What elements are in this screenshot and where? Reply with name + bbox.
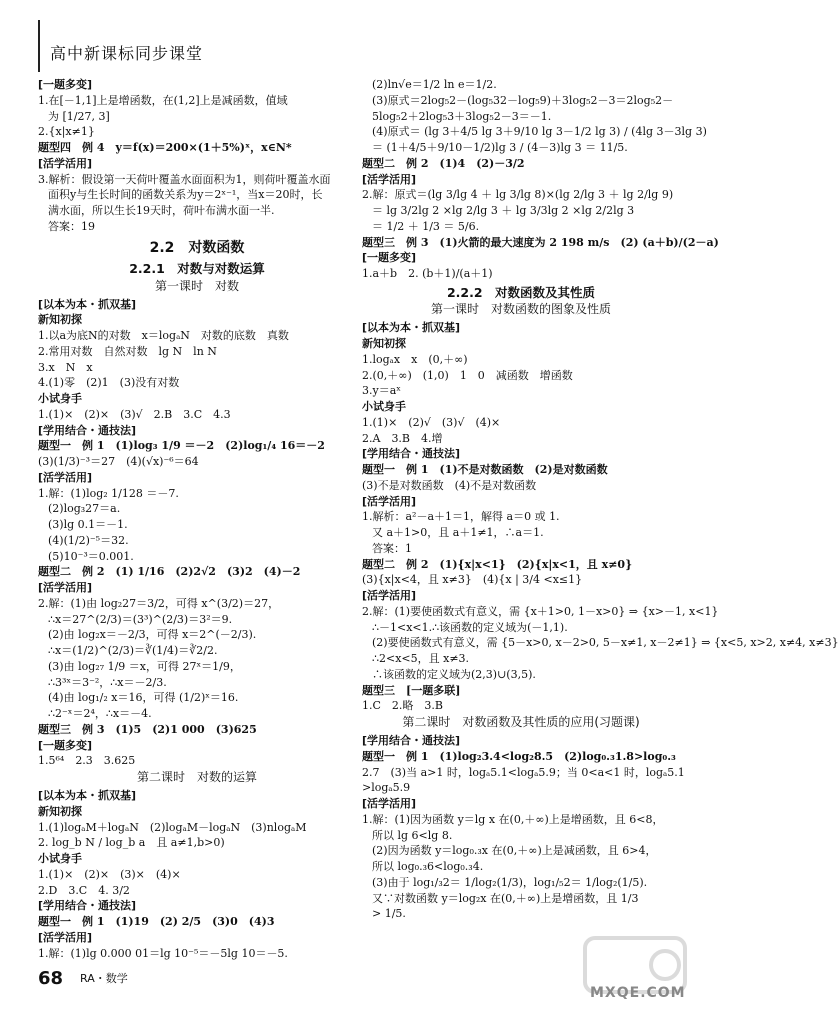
right-column-line: 新知初探 [362, 337, 406, 351]
left-column-line: ∴x＝(1/2)^(2/3)＝∛(1/4)＝∛2/2. [48, 644, 218, 658]
right-column-line: 题型一 例 1 (1)不是对数函数 (2)是对数函数 [362, 463, 608, 477]
right-column-line: 1.解析：a²－a＋1＝1，解得 a＝0 或 1. [362, 510, 560, 524]
right-column-line: ＝ lg 3/2lg 2 ×lg 2/lg 3 ＋ lg 3/3lg 2 ×lg 2/2lg 3 [372, 204, 635, 217]
right-column-line: (3)由于 log₁/₃2＝ 1/log₂(1/3)，log₁/₅2＝ 1/log₂(1/5). [372, 875, 648, 889]
left-column-line: (5)10⁻³＝0.001. [48, 549, 134, 563]
right-column-line: 1.解：(1)因为函数 y＝lg x 在(0,＋∞)上是增函数，且 6<8， [362, 812, 664, 826]
right-column-line: [学用结合・通技法] [362, 734, 461, 748]
left-column-line: 3.解析：假设第一天荷叶覆盖水面面积为1，则荷叶覆盖水面 [38, 172, 331, 186]
left-column-line: (2)由 log₂x＝－2/3，可得 x＝2^(－2/3). [48, 628, 257, 642]
left-column-line: [活学活用] [38, 581, 93, 595]
left-column-line: 题型四 例 4 y＝f(x)＝200×(1＋5%)ˣ，x∈N* [38, 141, 292, 154]
page-header-title: 高中新课标同步课堂 [50, 44, 204, 63]
right-column-line: 2.2.2 对数函数及其性质 [446, 284, 596, 300]
left-column-line: 第二课时 对数的运算 [136, 770, 257, 785]
left-column-line: 小试身手 [38, 852, 82, 866]
right-column-line: [活学活用] [362, 797, 417, 811]
right-column-line: 所以 log₀.₃6<log₀.₃4. [372, 860, 484, 874]
left-column-line: 1.(1)× (2)× (3)× (4)× [38, 867, 181, 881]
right-column-line: 第一课时 对数函数的图象及性质 [430, 302, 611, 317]
left-column-line: [以本为本・抓双基] [38, 297, 137, 311]
left-column-line: 面积y与生长时间的函数关系为y＝2ˣ⁻¹，当x＝20时，长 [48, 188, 323, 202]
left-column-line: (3)lg 0.1＝－1. [48, 518, 128, 532]
right-column-line: 2.解：原式＝(lg 3/lg 4 ＋ lg 3/lg 8)×(lg 2/lg 3 ＋ lg 2/lg 9) [362, 188, 674, 202]
left-column-line: [活学活用] [38, 156, 93, 170]
right-column-line: 3.y＝aˣ [362, 384, 401, 398]
left-column-line: [一题多变] [38, 78, 93, 91]
right-column-line: 又 a＋1>0，且 a＋1≠1，∴a＝1. [372, 526, 544, 540]
right-column-line: [以本为本・抓双基] [362, 321, 461, 335]
right-column-line: ∴2<x<5，且 x≠3. [372, 652, 470, 666]
header-rule [38, 20, 40, 72]
left-column-line: 1.解：(1)lg 0.000 01＝lg 10⁻⁵＝－5lg 10＝－5. [38, 946, 288, 960]
left-column-line: [学用结合・通技法] [38, 899, 137, 913]
right-column-line: [一题多变] [362, 251, 417, 265]
left-column-line: [以本为本・抓双基] [38, 789, 137, 803]
right-column-line: 所以 lg 6<lg 8. [372, 828, 453, 842]
left-column-line: 2. log_b N / log_b a 且 a≠1,b>0) [38, 836, 225, 850]
left-column-line: 1.(1)× (2)× (3)√ 2.B 3.C 4.3 [38, 407, 231, 421]
left-column-line: 题型一 例 1 (1)log₃ 1/9 ＝－2 (2)log₁/₄ 16＝－2 [38, 439, 325, 453]
left-column-line: 题型一 例 1 (1)19 (2) 2/5 (3)0 (4)3 [38, 915, 275, 929]
right-column-line: (2)要使函数式有意义，需 {5－x>0, x－2>0, 5－x≠1, x－2≠1} ⇒ {x<5, x>2, x≠4, x≠3} [372, 636, 839, 650]
right-column-line: 5log₅2＋2log₅3＋3log₅2－3＝－1. [372, 109, 552, 123]
left-column-line: 为 [1/27, 3] [48, 109, 110, 123]
left-column-line: [活学活用] [38, 470, 93, 484]
left-column-line: 4.(1)零 (2)1 (3)没有对数 [38, 376, 180, 390]
left-column-line: 2.解：(1)由 log₂27＝3/2，可得 x^(3/2)＝27， [38, 596, 280, 610]
right-column-line: [学用结合・通技法] [362, 447, 461, 461]
right-column-line: 题型二 例 2 (1)4 (2)－3/2 [362, 156, 525, 170]
left-column-line: 1.以a为底N的对数 x＝logₐN 对数的底数 真数 [38, 329, 289, 343]
right-column-line: ＝ 1/2 ＋ 1/3 ＝ 5/6. [372, 219, 480, 233]
left-column-line: ∴x＝27^(2/3)＝(3³)^(2/3)＝3²＝9. [48, 612, 233, 626]
left-column-line: 1.在[－1,1]上是增函数，在(1,2]上是减函数，值域 [38, 93, 288, 107]
left-column [38, 78, 356, 968]
left-column-line: ∴3³ˣ＝3⁻²，∴x＝－2/3. [48, 675, 167, 689]
right-column-line: 2.解：(1)要使函数式有意义，需 {x＋1>0, 1－x>0} ⇒ {x>－1, x<1} [362, 604, 719, 618]
right-column-line: ∴该函数的定义域为(2,3)∪(3,5). [372, 667, 536, 681]
right-column-line: (2)ln√e＝1/2 ln e＝1/2. [372, 78, 497, 91]
right-column-line: 2.A 3.B 4.增 [362, 431, 443, 445]
right-column-line: > 1/5. [372, 907, 406, 921]
left-column-line: 第一课时 对数 [154, 278, 239, 293]
left-column-line: (3)(1/3)⁻³＝27 (4)(√x)⁻⁶＝64 [38, 455, 199, 469]
left-column-line: 题型三 例 3 (1)5 (2)1 000 (3)625 [38, 722, 257, 736]
watermark-text: MXQE.COM [590, 985, 686, 1001]
right-column-line: 小试身手 [362, 400, 406, 414]
right-column-line: [活学活用] [362, 494, 417, 508]
page-number: 68 [38, 968, 64, 989]
left-column-line: 1.(1)logₐM＋logₐN (2)logₐM－logₐN (3)nlogₐM [38, 820, 307, 834]
right-column-line: (2)因为函数 y＝log₀.₃x 在(0,＋∞)上是减函数，且 6>4， [372, 844, 657, 858]
left-column-line: 1.解：(1)log₂ 1/128 ＝－7. [38, 486, 179, 500]
left-column-line: 1.5⁶⁴ 2.3 3.625 [38, 754, 136, 768]
right-column-line: 题型一 例 1 (1)log₂3.4<log₂8.5 (2)log₀.₃1.8>log₀.₃ [362, 749, 676, 763]
right-column-line: ∴－1<x<1.∴该函数的定义域为(－1,1). [372, 620, 568, 634]
right-column-line: 题型二 例 2 (1){x|x<1} (2){x|x<1，且 x≠0} [362, 557, 633, 571]
left-column-line: 2.2.1 对数与对数运算 [129, 261, 265, 276]
left-column-line: 小试身手 [38, 392, 82, 406]
left-column-line: 新知初探 [38, 804, 82, 818]
right-column-line: 2.(0,＋∞) (1,0) 1 0 减函数 增函数 [362, 368, 573, 382]
right-column-line: (4)原式＝ (lg 3＋4/5 lg 3＋9/10 lg 3－1/2 lg 3) / (4lg 3－3lg 3) [372, 125, 707, 139]
right-column-line: (3)原式＝2log₅2－(log₅32－log₅9)＋3log₅2－3＝2log₅2－ [372, 93, 674, 107]
right-column [362, 78, 839, 968]
left-column-line: (4)(1/2)⁻⁵＝32. [48, 533, 129, 547]
left-column-line: 答案：19 [48, 219, 95, 233]
right-column-line: (3)不是对数函数 (4)不是对数函数 [362, 478, 537, 492]
right-column-line: ＝ (1＋4/5＋9/10－1/2)lg 3 / (4－3)lg 3 ＝ 11/5. [372, 141, 628, 154]
left-column-line: 题型二 例 2 (1) 1/16 (2)2√2 (3)2 (4)－2 [38, 565, 301, 579]
left-column-line: [活学活用] [38, 930, 93, 944]
left-column-line: [一题多变] [38, 738, 93, 752]
left-column-line: [学用结合・通技法] [38, 423, 137, 437]
subject-tag: RA・数学 [80, 972, 128, 985]
right-column-line: 1.C 2.略 3.B [362, 699, 443, 713]
right-column-line: 1.logₐx x (0,＋∞) [362, 352, 468, 366]
left-column-line: (2)log₃27＝a. [48, 502, 121, 516]
left-column-line: (4)由 log₁/₂ x＝16，可得 (1/2)ˣ＝16. [48, 691, 239, 705]
left-column-line: 2.D 3.C 4. 3/2 [38, 883, 130, 897]
right-column-line: >logₐ5.9 [362, 781, 411, 795]
left-column-line: 3.x N x [38, 360, 93, 374]
left-column-line: ∴2⁻ˣ＝2⁴，∴x＝－4. [48, 707, 152, 721]
right-column-line: 第二课时 对数函数及其性质的应用(习题课) [402, 715, 640, 730]
right-column-line: [活学活用] [362, 589, 417, 603]
right-column-line: 题型三 例 3 (1)火箭的最大速度为 2 198 m/s (2) (a＋b)/(2－a) [362, 235, 719, 249]
right-column-line: (3){x|x<4，且 x≠3} (4){x | 3/4 <x≤1} [362, 573, 583, 587]
left-column-line: 满水面，所以生长19天时，荷叶布满水面一半. [48, 204, 275, 217]
right-column-line: 答案：1 [372, 541, 412, 555]
left-column-line: (3)由 log₂₇ 1/9 ＝x，可得 27ˣ＝1/9， [48, 659, 241, 673]
right-column-line: 又∵对数函数 y＝log₂x 在(0,＋∞)上是增函数，且 1/3 [372, 891, 639, 905]
right-column-line: [活学活用] [362, 172, 417, 186]
left-column-line: 2.2 对数函数 [149, 239, 245, 256]
left-column-line: 新知初探 [38, 313, 82, 327]
left-column-line: 2.常用对数 自然对数 lg N ln N [38, 344, 217, 358]
left-column-line: 2.{x|x≠1} [38, 125, 95, 139]
right-column-line: 1.(1)× (2)√ (3)√ (4)× [362, 415, 501, 429]
right-column-line: 2.7 (3)当 a>1 时，logₐ5.1<logₐ5.9；当 0<a<1 时，logₐ5.1 [362, 765, 685, 779]
right-column-line: 题型三 [一题多联] [362, 683, 461, 697]
right-column-line: 1.a＋b 2. (b＋1)/(a＋1) [362, 267, 493, 280]
